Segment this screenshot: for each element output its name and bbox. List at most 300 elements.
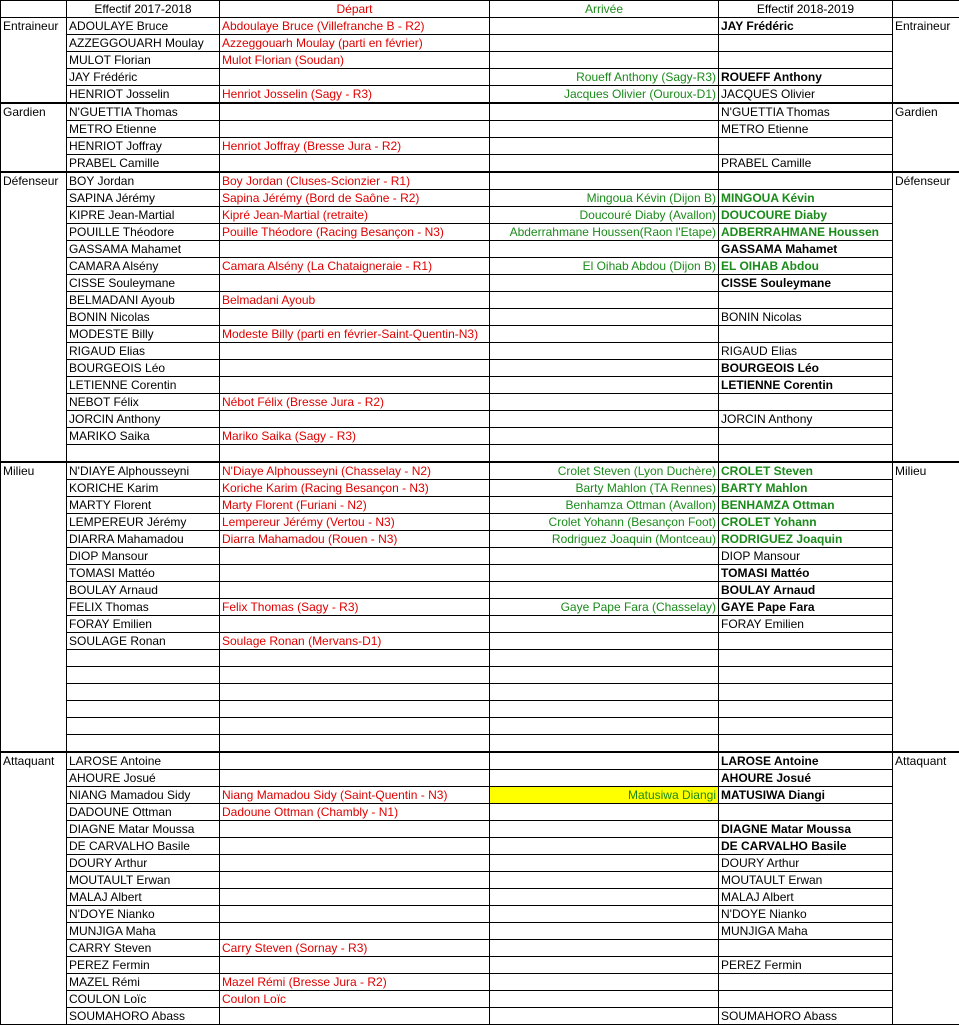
effectif-old-cell[interactable]: MUNJIGA Maha — [67, 923, 220, 940]
effectif-old-cell[interactable]: CARRY Steven — [67, 940, 220, 957]
effectif-old-cell[interactable]: CAMARA Alsény — [67, 258, 220, 275]
arrivee-cell[interactable]: Rodriguez Joaquin (Montceau) — [490, 531, 719, 548]
category-right-cell[interactable] — [893, 821, 959, 838]
depart-cell[interactable]: Henriot Joffray (Bresse Jura - R2) — [220, 138, 490, 155]
effectif-old-cell[interactable] — [67, 684, 220, 701]
arrivee-cell[interactable] — [490, 735, 719, 753]
category-cell[interactable] — [1, 821, 67, 838]
category-cell[interactable] — [1, 138, 67, 155]
category-cell[interactable] — [1, 86, 67, 104]
effectif-old-cell[interactable]: N'DIAYE Alphousseyni — [67, 462, 220, 480]
category-right-cell[interactable]: Défenseur — [893, 172, 959, 190]
effectif-old-cell[interactable]: HENRIOT Joffray — [67, 138, 220, 155]
category-cell[interactable] — [1, 52, 67, 69]
effectif-old-cell[interactable]: JAY Frédéric — [67, 69, 220, 86]
depart-cell[interactable]: N'Diaye Alphousseyni (Chasselay - N2) — [220, 462, 490, 480]
effectif-old-cell[interactable]: MARIKO Saika — [67, 428, 220, 445]
category-right-cell[interactable] — [893, 855, 959, 872]
effectif-new-cell[interactable] — [719, 735, 893, 753]
category-cell[interactable] — [1, 394, 67, 411]
arrivee-cell[interactable] — [490, 343, 719, 360]
category-cell[interactable] — [1, 428, 67, 445]
effectif-new-cell[interactable]: DE CARVALHO Basile — [719, 838, 893, 855]
header-depart[interactable]: Départ — [220, 1, 490, 18]
category-right-cell[interactable] — [893, 326, 959, 343]
effectif-new-cell[interactable]: EL OIHAB Abdou — [719, 258, 893, 275]
effectif-new-cell[interactable] — [719, 684, 893, 701]
effectif-new-cell[interactable] — [719, 633, 893, 650]
effectif-old-cell[interactable]: N'GUETTIA Thomas — [67, 103, 220, 121]
effectif-new-cell[interactable] — [719, 974, 893, 991]
category-cell[interactable] — [1, 224, 67, 241]
category-cell[interactable] — [1, 480, 67, 497]
arrivee-cell[interactable] — [490, 138, 719, 155]
arrivee-cell[interactable] — [490, 377, 719, 394]
effectif-old-cell[interactable]: MODESTE Billy — [67, 326, 220, 343]
arrivee-cell[interactable] — [490, 889, 719, 906]
category-right-cell[interactable] — [893, 377, 959, 394]
depart-cell[interactable]: Henriot Josselin (Sagy - R3) — [220, 86, 490, 104]
category-right-cell[interactable] — [893, 480, 959, 497]
depart-cell[interactable] — [220, 718, 490, 735]
depart-cell[interactable] — [220, 650, 490, 667]
category-right-cell[interactable] — [893, 684, 959, 701]
effectif-new-cell[interactable]: MINGOUA Kévin — [719, 190, 893, 207]
category-cell[interactable] — [1, 445, 67, 463]
arrivee-cell[interactable] — [490, 121, 719, 138]
effectif-old-cell[interactable]: SOUMAHORO Abass — [67, 1008, 220, 1025]
category-cell[interactable] — [1, 804, 67, 821]
depart-cell[interactable]: Modeste Billy (parti en février-Saint-Quentin-N3) — [220, 326, 490, 343]
effectif-old-cell[interactable]: BOULAY Arnaud — [67, 582, 220, 599]
category-right-cell[interactable]: Attaquant — [893, 752, 959, 770]
category-right-cell[interactable] — [893, 155, 959, 173]
arrivee-cell[interactable] — [490, 701, 719, 718]
effectif-new-cell[interactable]: MOUTAULT Erwan — [719, 872, 893, 889]
category-cell[interactable] — [1, 957, 67, 974]
category-cell[interactable] — [1, 718, 67, 735]
effectif-new-cell[interactable]: CISSE Souleymane — [719, 275, 893, 292]
effectif-new-cell[interactable]: MALAJ Albert — [719, 889, 893, 906]
depart-cell[interactable] — [220, 582, 490, 599]
depart-cell[interactable]: Azzeggouarh Moulay (parti en février) — [220, 35, 490, 52]
depart-cell[interactable] — [220, 360, 490, 377]
category-cell[interactable] — [1, 855, 67, 872]
arrivee-cell[interactable] — [490, 582, 719, 599]
effectif-new-cell[interactable]: LETIENNE Corentin — [719, 377, 893, 394]
category-right-cell[interactable] — [893, 633, 959, 650]
effectif-new-cell[interactable]: N'GUETTIA Thomas — [719, 103, 893, 121]
arrivee-cell[interactable] — [490, 667, 719, 684]
arrivee-cell[interactable] — [490, 616, 719, 633]
category-right-cell[interactable] — [893, 360, 959, 377]
effectif-new-cell[interactable]: BONIN Nicolas — [719, 309, 893, 326]
category-right-cell[interactable]: Gardien — [893, 103, 959, 121]
category-right-cell[interactable] — [893, 1008, 959, 1025]
depart-cell[interactable]: Boy Jordan (Cluses-Scionzier - R1) — [220, 172, 490, 190]
category-right-cell[interactable] — [893, 514, 959, 531]
arrivee-cell[interactable] — [490, 445, 719, 463]
effectif-old-cell[interactable] — [67, 445, 220, 463]
effectif-old-cell[interactable]: LEMPEREUR Jérémy — [67, 514, 220, 531]
effectif-new-cell[interactable] — [719, 701, 893, 718]
depart-cell[interactable]: Felix Thomas (Sagy - R3) — [220, 599, 490, 616]
depart-cell[interactable] — [220, 1008, 490, 1025]
arrivee-cell[interactable]: Abderrahmane Houssen(Raon l'Etape) — [490, 224, 719, 241]
effectif-new-cell[interactable]: ADBERRAHMANE Houssen — [719, 224, 893, 241]
arrivee-cell[interactable] — [490, 821, 719, 838]
depart-cell[interactable] — [220, 616, 490, 633]
category-cell[interactable] — [1, 411, 67, 428]
category-cell[interactable] — [1, 991, 67, 1008]
category-cell[interactable] — [1, 770, 67, 787]
effectif-new-cell[interactable]: SOUMAHORO Abass — [719, 1008, 893, 1025]
category-right-cell[interactable] — [893, 411, 959, 428]
effectif-new-cell[interactable] — [719, 35, 893, 52]
arrivee-cell[interactable] — [490, 923, 719, 940]
category-right-cell[interactable] — [893, 906, 959, 923]
arrivee-cell[interactable] — [490, 411, 719, 428]
category-right-cell[interactable] — [893, 957, 959, 974]
effectif-new-cell[interactable]: DOUCOURE Diaby — [719, 207, 893, 224]
effectif-new-cell[interactable]: MATUSIWA Diangi — [719, 787, 893, 804]
category-right-cell[interactable] — [893, 667, 959, 684]
depart-cell[interactable]: Carry Steven (Sornay - R3) — [220, 940, 490, 957]
category-cell[interactable] — [1, 35, 67, 52]
depart-cell[interactable] — [220, 667, 490, 684]
arrivee-cell[interactable] — [490, 275, 719, 292]
arrivee-cell[interactable] — [490, 804, 719, 821]
category-right-cell[interactable] — [893, 138, 959, 155]
arrivee-cell[interactable] — [490, 633, 719, 650]
depart-cell[interactable]: Niang Mamadou Sidy (Saint-Quentin - N3) — [220, 787, 490, 804]
category-cell[interactable] — [1, 923, 67, 940]
effectif-new-cell[interactable]: JACQUES Olivier — [719, 86, 893, 104]
arrivee-cell[interactable]: Crolet Steven (Lyon Duchère) — [490, 462, 719, 480]
effectif-new-cell[interactable]: JORCIN Anthony — [719, 411, 893, 428]
effectif-new-cell[interactable]: LAROSE Antoine — [719, 752, 893, 770]
category-right-cell[interactable] — [893, 735, 959, 753]
arrivee-cell[interactable] — [490, 292, 719, 309]
effectif-new-cell[interactable]: CROLET Yohann — [719, 514, 893, 531]
effectif-new-cell[interactable]: DIOP Mansour — [719, 548, 893, 565]
category-cell[interactable] — [1, 360, 67, 377]
effectif-old-cell[interactable]: BOY Jordan — [67, 172, 220, 190]
effectif-old-cell[interactable]: FELIX Thomas — [67, 599, 220, 616]
category-right-cell[interactable] — [893, 275, 959, 292]
arrivee-cell[interactable] — [490, 770, 719, 787]
effectif-new-cell[interactable]: GASSAMA Mahamet — [719, 241, 893, 258]
category-cell[interactable] — [1, 940, 67, 957]
category-cell[interactable] — [1, 974, 67, 991]
category-right-cell[interactable] — [893, 616, 959, 633]
category-cell[interactable] — [1, 667, 67, 684]
header-category-right[interactable] — [893, 1, 959, 18]
category-right-cell[interactable] — [893, 121, 959, 138]
category-cell[interactable] — [1, 684, 67, 701]
arrivee-cell[interactable]: Benhamza Ottman (Avallon) — [490, 497, 719, 514]
category-cell[interactable]: Défenseur — [1, 172, 67, 190]
category-right-cell[interactable] — [893, 52, 959, 69]
effectif-old-cell[interactable]: ADOULAYE Bruce — [67, 18, 220, 35]
effectif-old-cell[interactable]: DIAGNE Matar Moussa — [67, 821, 220, 838]
effectif-new-cell[interactable] — [719, 991, 893, 1008]
effectif-old-cell[interactable]: BELMADANI Ayoub — [67, 292, 220, 309]
effectif-new-cell[interactable] — [719, 394, 893, 411]
arrivee-cell[interactable]: El Oihab Abdou (Dijon B) — [490, 258, 719, 275]
depart-cell[interactable] — [220, 411, 490, 428]
effectif-old-cell[interactable]: TOMASI Mattéo — [67, 565, 220, 582]
arrivee-cell[interactable] — [490, 103, 719, 121]
category-cell[interactable] — [1, 582, 67, 599]
effectif-new-cell[interactable] — [719, 804, 893, 821]
arrivee-cell[interactable] — [490, 428, 719, 445]
category-cell[interactable] — [1, 275, 67, 292]
effectif-old-cell[interactable]: DADOUNE Ottman — [67, 804, 220, 821]
depart-cell[interactable] — [220, 684, 490, 701]
category-cell[interactable] — [1, 1008, 67, 1025]
category-right-cell[interactable] — [893, 940, 959, 957]
effectif-new-cell[interactable]: AHOURE Josué — [719, 770, 893, 787]
arrivee-cell[interactable]: Jacques Olivier (Ouroux-D1) — [490, 86, 719, 104]
effectif-new-cell[interactable] — [719, 326, 893, 343]
arrivee-cell[interactable] — [490, 155, 719, 173]
depart-cell[interactable]: Diarra Mahamadou (Rouen - N3) — [220, 531, 490, 548]
category-right-cell[interactable] — [893, 974, 959, 991]
effectif-new-cell[interactable]: MUNJIGA Maha — [719, 923, 893, 940]
category-cell[interactable] — [1, 838, 67, 855]
arrivee-cell[interactable] — [490, 957, 719, 974]
depart-cell[interactable]: Mariko Saika (Sagy - R3) — [220, 428, 490, 445]
effectif-old-cell[interactable]: MULOT Florian — [67, 52, 220, 69]
depart-cell[interactable]: Soulage Ronan (Mervans-D1) — [220, 633, 490, 650]
depart-cell[interactable] — [220, 923, 490, 940]
category-cell[interactable] — [1, 326, 67, 343]
effectif-new-cell[interactable]: METRO Etienne — [719, 121, 893, 138]
header-arrivee[interactable]: Arrivée — [490, 1, 719, 18]
effectif-old-cell[interactable]: FORAY Emilien — [67, 616, 220, 633]
effectif-old-cell[interactable] — [67, 667, 220, 684]
arrivee-cell[interactable]: Gaye Pape Fara (Chasselay) — [490, 599, 719, 616]
effectif-new-cell[interactable]: PEREZ Fermin — [719, 957, 893, 974]
effectif-old-cell[interactable]: KORICHE Karim — [67, 480, 220, 497]
effectif-new-cell[interactable] — [719, 138, 893, 155]
arrivee-cell[interactable] — [490, 565, 719, 582]
category-cell[interactable]: Gardien — [1, 103, 67, 121]
effectif-old-cell[interactable]: MARTY Florent — [67, 497, 220, 514]
category-right-cell[interactable] — [893, 207, 959, 224]
effectif-new-cell[interactable] — [719, 667, 893, 684]
effectif-new-cell[interactable]: JAY Frédéric — [719, 18, 893, 35]
effectif-old-cell[interactable]: BONIN Nicolas — [67, 309, 220, 326]
effectif-new-cell[interactable] — [719, 292, 893, 309]
category-cell[interactable] — [1, 872, 67, 889]
category-right-cell[interactable] — [893, 804, 959, 821]
effectif-new-cell[interactable]: BENHAMZA Ottman — [719, 497, 893, 514]
category-cell[interactable] — [1, 343, 67, 360]
effectif-new-cell[interactable] — [719, 940, 893, 957]
arrivee-cell[interactable] — [490, 1008, 719, 1025]
depart-cell[interactable] — [220, 121, 490, 138]
effectif-old-cell[interactable]: HENRIOT Josselin — [67, 86, 220, 104]
category-cell[interactable] — [1, 377, 67, 394]
category-right-cell[interactable] — [893, 565, 959, 582]
effectif-old-cell[interactable]: RIGAUD Elias — [67, 343, 220, 360]
effectif-old-cell[interactable]: NIANG Mamadou Sidy — [67, 787, 220, 804]
depart-cell[interactable] — [220, 957, 490, 974]
category-right-cell[interactable] — [893, 343, 959, 360]
depart-cell[interactable]: Belmadani Ayoub — [220, 292, 490, 309]
depart-cell[interactable] — [220, 701, 490, 718]
effectif-new-cell[interactable]: BOULAY Arnaud — [719, 582, 893, 599]
category-right-cell[interactable] — [893, 531, 959, 548]
category-right-cell[interactable] — [893, 548, 959, 565]
category-right-cell[interactable] — [893, 838, 959, 855]
arrivee-cell[interactable] — [490, 52, 719, 69]
effectif-old-cell[interactable]: AZZEGGOUARH Moulay — [67, 35, 220, 52]
category-cell[interactable] — [1, 514, 67, 531]
arrivee-cell[interactable] — [490, 360, 719, 377]
effectif-new-cell[interactable]: PRABEL Camille — [719, 155, 893, 173]
category-cell[interactable] — [1, 633, 67, 650]
category-right-cell[interactable] — [893, 190, 959, 207]
effectif-new-cell[interactable]: DIAGNE Matar Moussa — [719, 821, 893, 838]
header-effectif-old[interactable]: Effectif 2017-2018 — [67, 1, 220, 18]
effectif-old-cell[interactable]: MOUTAULT Erwan — [67, 872, 220, 889]
category-right-cell[interactable] — [893, 86, 959, 104]
arrivee-cell[interactable] — [490, 241, 719, 258]
category-cell[interactable] — [1, 190, 67, 207]
category-cell[interactable]: Attaquant — [1, 752, 67, 770]
depart-cell[interactable] — [220, 445, 490, 463]
arrivee-cell[interactable] — [490, 35, 719, 52]
category-right-cell[interactable] — [893, 309, 959, 326]
effectif-new-cell[interactable]: CROLET Steven — [719, 462, 893, 480]
category-cell[interactable] — [1, 735, 67, 753]
category-right-cell[interactable] — [893, 292, 959, 309]
category-cell[interactable] — [1, 531, 67, 548]
category-right-cell[interactable] — [893, 923, 959, 940]
category-cell[interactable] — [1, 787, 67, 804]
category-right-cell[interactable] — [893, 770, 959, 787]
effectif-old-cell[interactable]: LAROSE Antoine — [67, 752, 220, 770]
depart-cell[interactable] — [220, 377, 490, 394]
effectif-new-cell[interactable]: DOURY Arthur — [719, 855, 893, 872]
effectif-old-cell[interactable]: PEREZ Fermin — [67, 957, 220, 974]
arrivee-cell[interactable] — [490, 684, 719, 701]
arrivee-cell[interactable] — [490, 752, 719, 770]
depart-cell[interactable]: Kipré Jean-Martial (retraite) — [220, 207, 490, 224]
category-right-cell[interactable] — [893, 224, 959, 241]
category-right-cell[interactable] — [893, 582, 959, 599]
arrivee-cell[interactable] — [490, 991, 719, 1008]
depart-cell[interactable]: Lempereur Jérémy (Vertou - N3) — [220, 514, 490, 531]
depart-cell[interactable] — [220, 155, 490, 173]
effectif-new-cell[interactable]: N'DOYE Nianko — [719, 906, 893, 923]
effectif-new-cell[interactable] — [719, 445, 893, 463]
effectif-old-cell[interactable]: DE CARVALHO Basile — [67, 838, 220, 855]
effectif-old-cell[interactable]: CISSE Souleymane — [67, 275, 220, 292]
effectif-new-cell[interactable] — [719, 718, 893, 735]
depart-cell[interactable]: Pouille Théodore (Racing Besançon - N3) — [220, 224, 490, 241]
depart-cell[interactable] — [220, 69, 490, 86]
arrivee-cell[interactable] — [490, 309, 719, 326]
category-right-cell[interactable] — [893, 258, 959, 275]
arrivee-cell[interactable] — [490, 940, 719, 957]
effectif-old-cell[interactable]: PRABEL Camille — [67, 155, 220, 173]
category-cell[interactable] — [1, 241, 67, 258]
category-right-cell[interactable] — [893, 650, 959, 667]
category-right-cell[interactable] — [893, 69, 959, 86]
arrivee-cell[interactable] — [490, 172, 719, 190]
category-cell[interactable] — [1, 701, 67, 718]
depart-cell[interactable] — [220, 275, 490, 292]
effectif-new-cell[interactable]: ROUEFF Anthony — [719, 69, 893, 86]
category-right-cell[interactable] — [893, 991, 959, 1008]
category-right-cell[interactable] — [893, 889, 959, 906]
depart-cell[interactable]: Mulot Florian (Soudan) — [220, 52, 490, 69]
effectif-old-cell[interactable]: DIOP Mansour — [67, 548, 220, 565]
category-right-cell[interactable]: Entraineur — [893, 18, 959, 35]
effectif-new-cell[interactable]: BOURGEOIS Léo — [719, 360, 893, 377]
effectif-old-cell[interactable] — [67, 735, 220, 753]
effectif-new-cell[interactable]: TOMASI Mattéo — [719, 565, 893, 582]
depart-cell[interactable]: Abdoulaye Bruce (Villefranche B - R2) — [220, 18, 490, 35]
effectif-old-cell[interactable] — [67, 718, 220, 735]
header-category[interactable] — [1, 1, 67, 18]
effectif-new-cell[interactable]: BARTY Mahlon — [719, 480, 893, 497]
category-cell[interactable] — [1, 121, 67, 138]
category-right-cell[interactable] — [893, 787, 959, 804]
category-cell[interactable] — [1, 292, 67, 309]
category-right-cell[interactable] — [893, 701, 959, 718]
category-right-cell[interactable] — [893, 428, 959, 445]
arrivee-cell[interactable] — [490, 394, 719, 411]
arrivee-cell[interactable] — [490, 548, 719, 565]
arrivee-cell[interactable] — [490, 18, 719, 35]
effectif-old-cell[interactable]: N'DOYE Nianko — [67, 906, 220, 923]
arrivee-cell[interactable]: Barty Mahlon (TA Rennes) — [490, 480, 719, 497]
arrivee-cell[interactable] — [490, 855, 719, 872]
category-cell[interactable] — [1, 155, 67, 173]
category-cell[interactable]: Milieu — [1, 462, 67, 480]
depart-cell[interactable] — [220, 889, 490, 906]
depart-cell[interactable] — [220, 735, 490, 753]
depart-cell[interactable]: Mazel Rémi (Bresse Jura - R2) — [220, 974, 490, 991]
depart-cell[interactable]: Marty Florent (Furiani - N2) — [220, 497, 490, 514]
depart-cell[interactable] — [220, 565, 490, 582]
category-right-cell[interactable]: Milieu — [893, 462, 959, 480]
arrivee-cell[interactable]: Crolet Yohann (Besançon Foot) — [490, 514, 719, 531]
effectif-old-cell[interactable]: KIPRE Jean-Martial — [67, 207, 220, 224]
effectif-new-cell[interactable]: FORAY Emilien — [719, 616, 893, 633]
effectif-old-cell[interactable] — [67, 650, 220, 667]
effectif-old-cell[interactable]: NEBOT Félix — [67, 394, 220, 411]
depart-cell[interactable] — [220, 770, 490, 787]
category-cell[interactable] — [1, 258, 67, 275]
category-cell[interactable] — [1, 497, 67, 514]
category-cell[interactable] — [1, 207, 67, 224]
category-right-cell[interactable] — [893, 394, 959, 411]
effectif-old-cell[interactable]: POUILLE Théodore — [67, 224, 220, 241]
depart-cell[interactable] — [220, 548, 490, 565]
effectif-new-cell[interactable]: RIGAUD Elias — [719, 343, 893, 360]
category-cell[interactable] — [1, 889, 67, 906]
arrivee-cell[interactable] — [490, 974, 719, 991]
arrivee-cell[interactable] — [490, 872, 719, 889]
header-effectif-new[interactable]: Effectif 2018-2019 — [719, 1, 893, 18]
category-right-cell[interactable] — [893, 497, 959, 514]
